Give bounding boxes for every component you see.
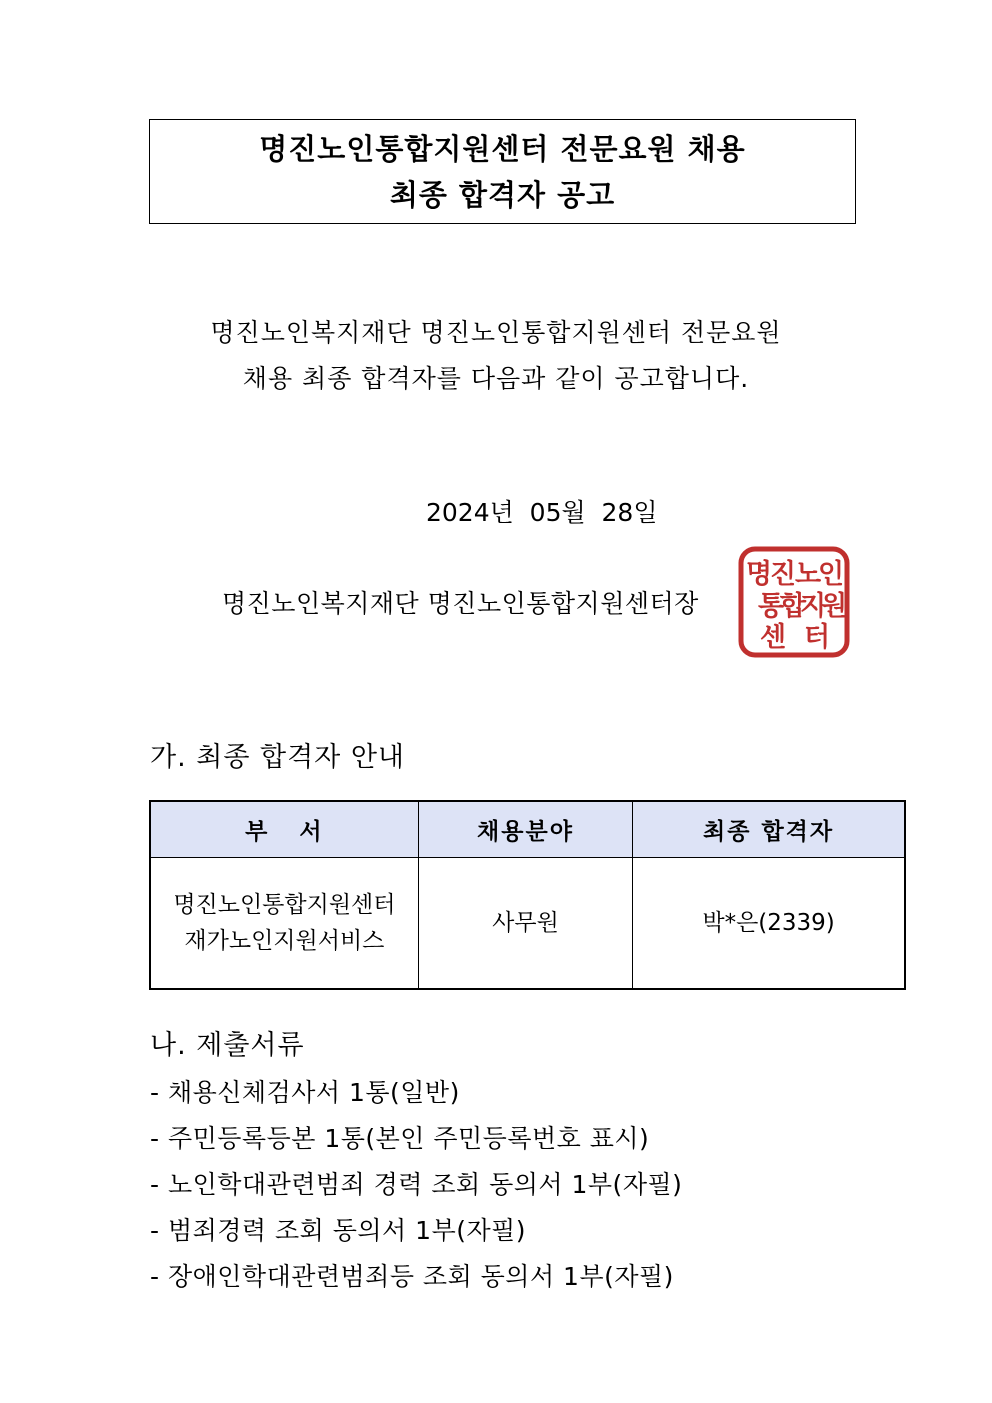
official-seal-stamp xyxy=(737,545,851,659)
seal-char: 지 xyxy=(799,591,827,622)
organization-name: 명진노인복지재단 명진노인통합지원센터장 xyxy=(222,589,699,618)
title-line-2: 최종 합격자 공고 xyxy=(389,177,616,212)
seal-char: 원 xyxy=(820,591,848,622)
table-header-row xyxy=(150,801,905,858)
title-box xyxy=(149,119,856,224)
list-item: - 노인학대관련범죄 경력 조회 동의서 1부(자필) xyxy=(150,1170,683,1199)
title-line-1: 명진노인통합지원센터 전문요원 채용 xyxy=(259,131,746,166)
seal-char: 터 xyxy=(803,622,831,653)
seal-char: 진 xyxy=(769,559,797,590)
intro-line-2: 채용 최종 합격자를 다음과 같이 공고합니다. xyxy=(242,364,750,393)
header-department: 부 서 xyxy=(150,801,418,858)
intro-line-1: 명진노인복지재단 명진노인통합지원센터 전문요원 xyxy=(210,318,782,347)
results-table xyxy=(149,800,906,990)
seal-char: 명 xyxy=(745,559,773,590)
cell-field: 사무원 xyxy=(418,858,632,990)
list-item: - 채용신체검사서 1통(일반) xyxy=(150,1078,460,1107)
department-line-1: 명진노인통합지원센터 xyxy=(173,892,396,918)
table-row xyxy=(150,858,905,990)
seal-char: 노 xyxy=(794,559,822,590)
seal-char: 합 xyxy=(779,591,807,622)
list-item: - 장애인학대관련범죄등 조회 동의서 1부(자필) xyxy=(150,1262,674,1291)
intro-text xyxy=(150,310,842,402)
list-item: - 주민등록등본 1통(본인 주민등록번호 표시) xyxy=(150,1124,650,1153)
seal-char: 센 xyxy=(759,622,787,653)
header-field: 채용분야 xyxy=(418,801,632,858)
cell-department xyxy=(150,858,418,990)
section-b-heading: 나. 제출서류 xyxy=(150,1030,305,1061)
required-documents-list xyxy=(150,1070,682,1300)
seal-char: 통 xyxy=(757,591,785,622)
announcement-date: 2024년 05월 28일 xyxy=(426,498,658,527)
cell-candidate: 박*은(2339) xyxy=(633,858,905,990)
list-item: - 범죄경력 조회 동의서 1부(자필) xyxy=(150,1216,527,1245)
header-candidate: 최종 합격자 xyxy=(633,801,905,858)
department-line-2: 재가노인지원서비스 xyxy=(184,928,385,954)
section-a-heading: 가. 최종 합격자 안내 xyxy=(150,742,405,773)
seal-char: 인 xyxy=(817,559,845,590)
